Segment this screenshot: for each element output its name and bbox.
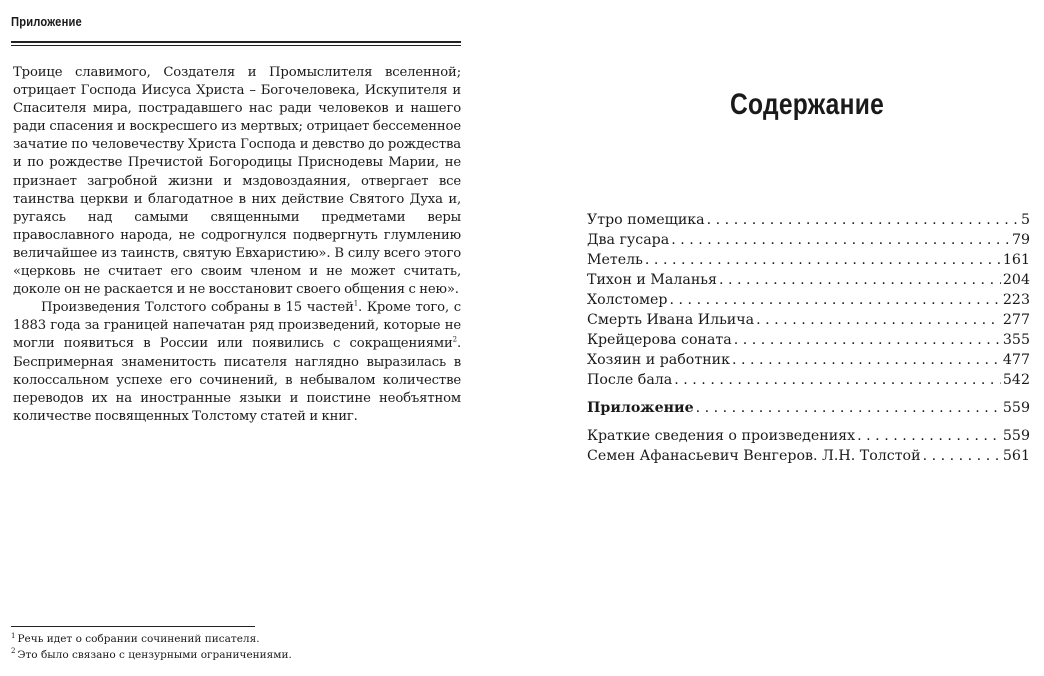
toc-entry-page: 204: [1002, 272, 1030, 288]
toc-entry-title: Холстомер: [587, 292, 668, 308]
toc-leader-dots: [707, 210, 1019, 230]
header-rule-thin: [11, 45, 461, 46]
toc-leader-dots: [719, 270, 1001, 290]
footnote: [11, 632, 451, 648]
toc-entry[interactable]: [587, 426, 1030, 446]
toc-entry[interactable]: [587, 330, 1030, 350]
toc-entry-page: 355: [1002, 332, 1030, 348]
footnote-ref-2: 2: [452, 336, 457, 345]
toc-leader-dots: [756, 310, 1001, 330]
footnote: [11, 648, 451, 664]
toc-entry-page: 559: [1002, 400, 1030, 416]
toc-entry-title: Утро помещика: [587, 212, 705, 228]
header-rule-thick: [11, 41, 461, 43]
toc-entry[interactable]: [587, 270, 1030, 290]
toc-leader-dots: [696, 398, 1001, 418]
footnote-rule: [11, 626, 255, 627]
running-head: Приложение: [11, 14, 82, 29]
footnote-text: Это было связано с цензурными ограничениями.: [17, 648, 292, 661]
right-page: [560, 0, 1044, 676]
toc-leader-dots: [674, 370, 1001, 390]
toc-entry-page: 561: [1002, 448, 1030, 464]
toc-entry[interactable]: [587, 446, 1030, 466]
toc-leader-dots: [857, 426, 1001, 446]
paragraph-2-part-b: . Кроме того, с 1883 года за границей напечатан ряд произведений, которые не могли появиться в России или появились с сокращениями: [13, 300, 461, 352]
paragraph-2-part-a: Произведения Толстого собраны в 15 частей: [41, 300, 354, 316]
toc-entry-title: Два гусара: [587, 232, 670, 248]
paragraph-2-part-c: . Беспримерная знаменитость писателя наглядно выразилась в колоссальном успехе его сочинений, в небывалом количестве переводов их на иностранные языки и поистине необъятном количестве посвященных Толстому статей и книг.: [13, 336, 461, 424]
toc-entry[interactable]: [587, 310, 1030, 330]
toc-entry-title: Хозяин и работник: [587, 352, 730, 368]
toc-entry[interactable]: [587, 210, 1030, 230]
toc-entry[interactable]: [587, 350, 1030, 370]
body-text: [13, 64, 461, 426]
toc-leader-dots: [645, 250, 1001, 270]
toc-entry-title: После бала: [587, 372, 673, 388]
toc-entry-page: 477: [1002, 352, 1030, 368]
toc-entry-page: 559: [1002, 428, 1030, 444]
toc-entry[interactable]: [587, 230, 1030, 250]
footnote-mark: 1: [11, 631, 16, 640]
footnote-mark: 2: [11, 647, 16, 655]
toc-leader-dots: [923, 446, 1001, 466]
toc-entry-title: Семен Афанасьевич Венгеров. Л.Н. Толстой: [587, 448, 921, 464]
toc-entry-page: 223: [1002, 292, 1030, 308]
toc-entry[interactable]: [587, 370, 1030, 390]
paragraph-2: [13, 299, 461, 426]
toc-leader-dots: [671, 230, 1010, 250]
left-page: [0, 0, 480, 676]
toc-entry-page: 161: [1002, 252, 1030, 268]
toc-entry[interactable]: [587, 250, 1030, 270]
toc-leader-dots: [670, 290, 1001, 310]
toc-entry-title: Приложение: [587, 400, 694, 416]
toc-leader-dots: [732, 350, 1001, 370]
toc-entry-title: Крейцерова соната: [587, 332, 732, 348]
footnote-ref-1: 1: [353, 299, 359, 308]
toc-entry-title: Смерть Ивана Ильича: [587, 312, 755, 328]
toc-entry-page: 542: [1002, 372, 1030, 388]
toc-entry[interactable]: [587, 290, 1030, 310]
toc-entry-title: Тихон и Маланья: [587, 272, 717, 288]
footnotes: [11, 632, 451, 663]
toc-entry-appendix[interactable]: [587, 398, 1030, 418]
toc-entry-page: 277: [1002, 312, 1030, 328]
table-of-contents: [587, 210, 1030, 466]
toc-entry-title: Метель: [587, 252, 643, 268]
toc-leader-dots: [734, 330, 1001, 350]
paragraph-1: Троице славимого, Создателя и Промыслителя вселенной; отрицает Господа Иисуса Христа – Богочеловека, Искупителя и Спасителя мира, пострадавшего нас ради человеков и нашего ради спасения и воскресшего из мертвых; отрицает бессеменное зачатие по человечеству Христа Господа и девство до рождества и по рождестве Пречистой Богородицы Приснодевы Марии, не признает загробной жизни и мздовоздаяния, отвергает все таинства церкви и благодатное в них действие Святого Духа и, ругаясь над самыми священными предметами веры православного народа, не содрогнулся подвергнуть глумлению величайшее из таинств, святую Евхаристию». В силу всего этого «церковь не считает его своим членом и не может считать, доколе он не раскается и не восстановит своего общения с нею».: [13, 65, 461, 298]
toc-entry-page: 79: [1011, 232, 1030, 248]
toc-entry-page: 5: [1020, 212, 1030, 228]
footnote-text: Речь идет о собрании сочинений писателя.: [17, 633, 260, 645]
toc-entry-title: Краткие сведения о произведениях: [587, 428, 856, 444]
toc-title: Содержание: [730, 88, 885, 121]
